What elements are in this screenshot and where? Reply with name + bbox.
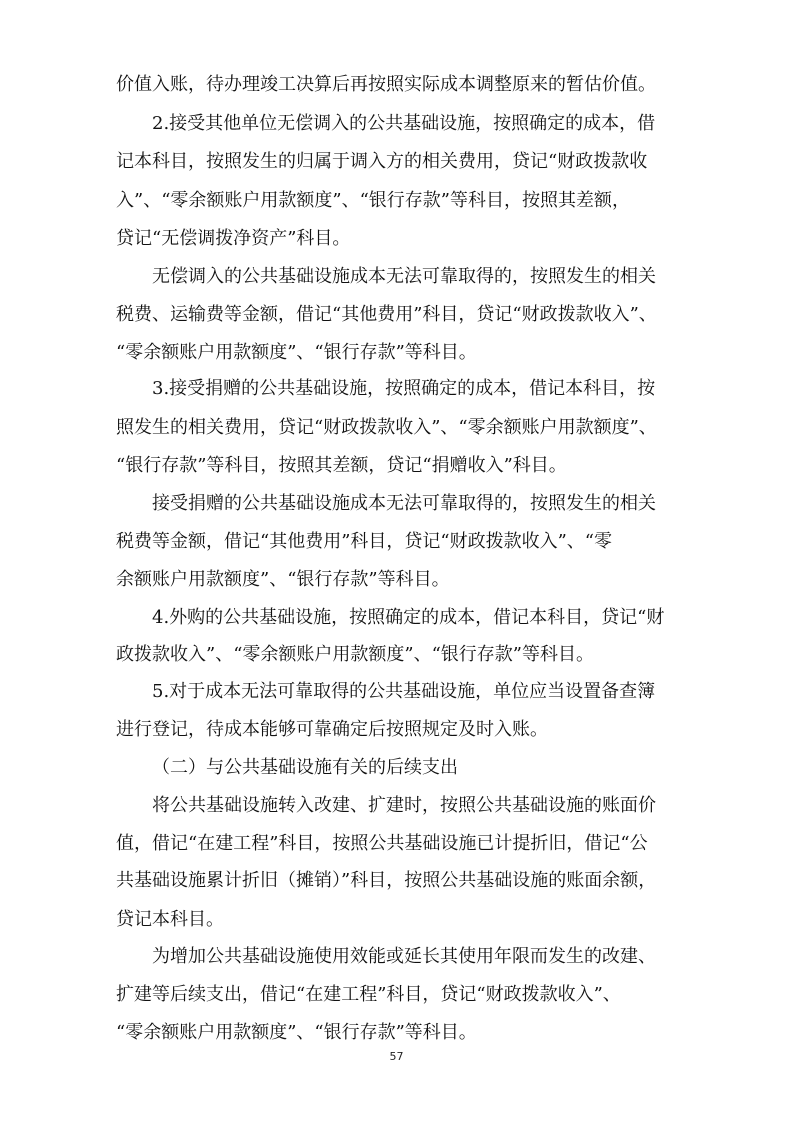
- page-number: 57: [389, 1050, 404, 1063]
- text-line-content: 进行登记，待成本能够可靠确定后按照规定及时入账。: [116, 719, 548, 740]
- text-line-content: 价值入账，待办理竣工决算后再按照实际成本调整原来的暂估价值。: [116, 74, 656, 95]
- text-line: [0, 942, 793, 972]
- text-line: [0, 186, 793, 216]
- text-line-content: “零余额账户用款额度”、“银行存款”等科目。: [116, 342, 477, 363]
- text-line: [0, 224, 793, 254]
- text-line-content: 政拨款收入”、“零余额账户用款额度”、“银行存款”等科目。: [116, 644, 595, 665]
- text-line: [0, 677, 793, 707]
- text-line: [0, 829, 793, 859]
- text-line: [0, 413, 793, 443]
- text-line-content: 税费等金额，借记“其他费用”科目，贷记“财政拨款收入”、“零: [116, 531, 613, 552]
- text-line: [0, 980, 793, 1010]
- text-line-content: 接受捐赠的公共基础设施成本无法可靠取得的，按照发生的相关: [152, 493, 656, 514]
- text-line: [0, 1018, 793, 1048]
- text-line-content: 入”、“零余额账户用款额度”、“银行存款”等科目，按照其差额，: [116, 190, 631, 211]
- text-line: [0, 715, 793, 745]
- text-line: [0, 109, 793, 139]
- text-line-content: 5.对于成本无法可靠取得的公共基础设施，单位应当设置备查簿: [152, 681, 656, 702]
- text-line-content: “银行存款”等科目，按照其差额，贷记“捐赠收入”科目。: [116, 455, 567, 476]
- text-line-content: 将公共基础设施转入改建、扩建时，按照公共基础设施的账面价: [152, 795, 656, 816]
- text-line: [0, 374, 793, 404]
- text-line-content: 贷记“无偿调拨净资产”科目。: [116, 228, 351, 249]
- text-line-content: 贷记本科目。: [116, 909, 224, 930]
- section-heading: [0, 753, 793, 783]
- text-line-content: 2.接受其他单位无偿调入的公共基础设施，按照确定的成本，借: [152, 113, 656, 134]
- text-line: [0, 147, 793, 177]
- text-line: [0, 451, 793, 481]
- text-line-content: 余额账户用款额度”、“银行存款”等科目。: [116, 569, 450, 590]
- text-line-content: 值，借记“在建工程”科目，按照公共基础设施已计提折旧，借记“公: [116, 833, 648, 854]
- text-line-content: 共基础设施累计折旧（摊销）”科目，按照公共基础设施的账面余额，: [116, 870, 657, 891]
- text-line-content: 记本科目，按照发生的归属于调入方的相关费用，贷记“财政拨款收: [116, 151, 648, 172]
- text-line: [0, 565, 793, 595]
- text-line: [0, 866, 793, 896]
- text-line: [0, 603, 793, 633]
- text-line: [0, 527, 793, 557]
- text-line: [0, 791, 793, 821]
- text-line: [0, 640, 793, 670]
- text-line-content: 4.外购的公共基础设施，按照确定的成本，借记本科目，贷记“财: [152, 607, 665, 628]
- text-line-content: 税费、运输费等金额，借记“其他费用”科目，贷记“财政拨款收入”、: [116, 304, 657, 325]
- text-line-content: 照发生的相关费用，贷记“财政拨款收入”、“零余额账户用款额度”、: [116, 417, 657, 438]
- text-line-content: 扩建等后续支出，借记“在建工程”科目，贷记“财政拨款收入”、: [116, 984, 621, 1005]
- text-line: [0, 338, 793, 368]
- text-line: [0, 905, 793, 935]
- text-line: [0, 262, 793, 292]
- text-line: [0, 70, 793, 100]
- text-line-content: 3.接受捐赠的公共基础设施，按照确定的成本，借记本科目，按: [152, 378, 656, 399]
- section-heading-content: （二）与公共基础设施有关的后续支出: [152, 757, 458, 778]
- text-line-content: 为增加公共基础设施使用效能或延长其使用年限而发生的改建、: [152, 946, 656, 967]
- text-line: [0, 300, 793, 330]
- text-line-content: “零余额账户用款额度”、“银行存款”等科目。: [116, 1022, 477, 1043]
- text-line: [0, 489, 793, 519]
- text-line-content: 无偿调入的公共基础设施成本无法可靠取得的，按照发生的相关: [152, 266, 656, 287]
